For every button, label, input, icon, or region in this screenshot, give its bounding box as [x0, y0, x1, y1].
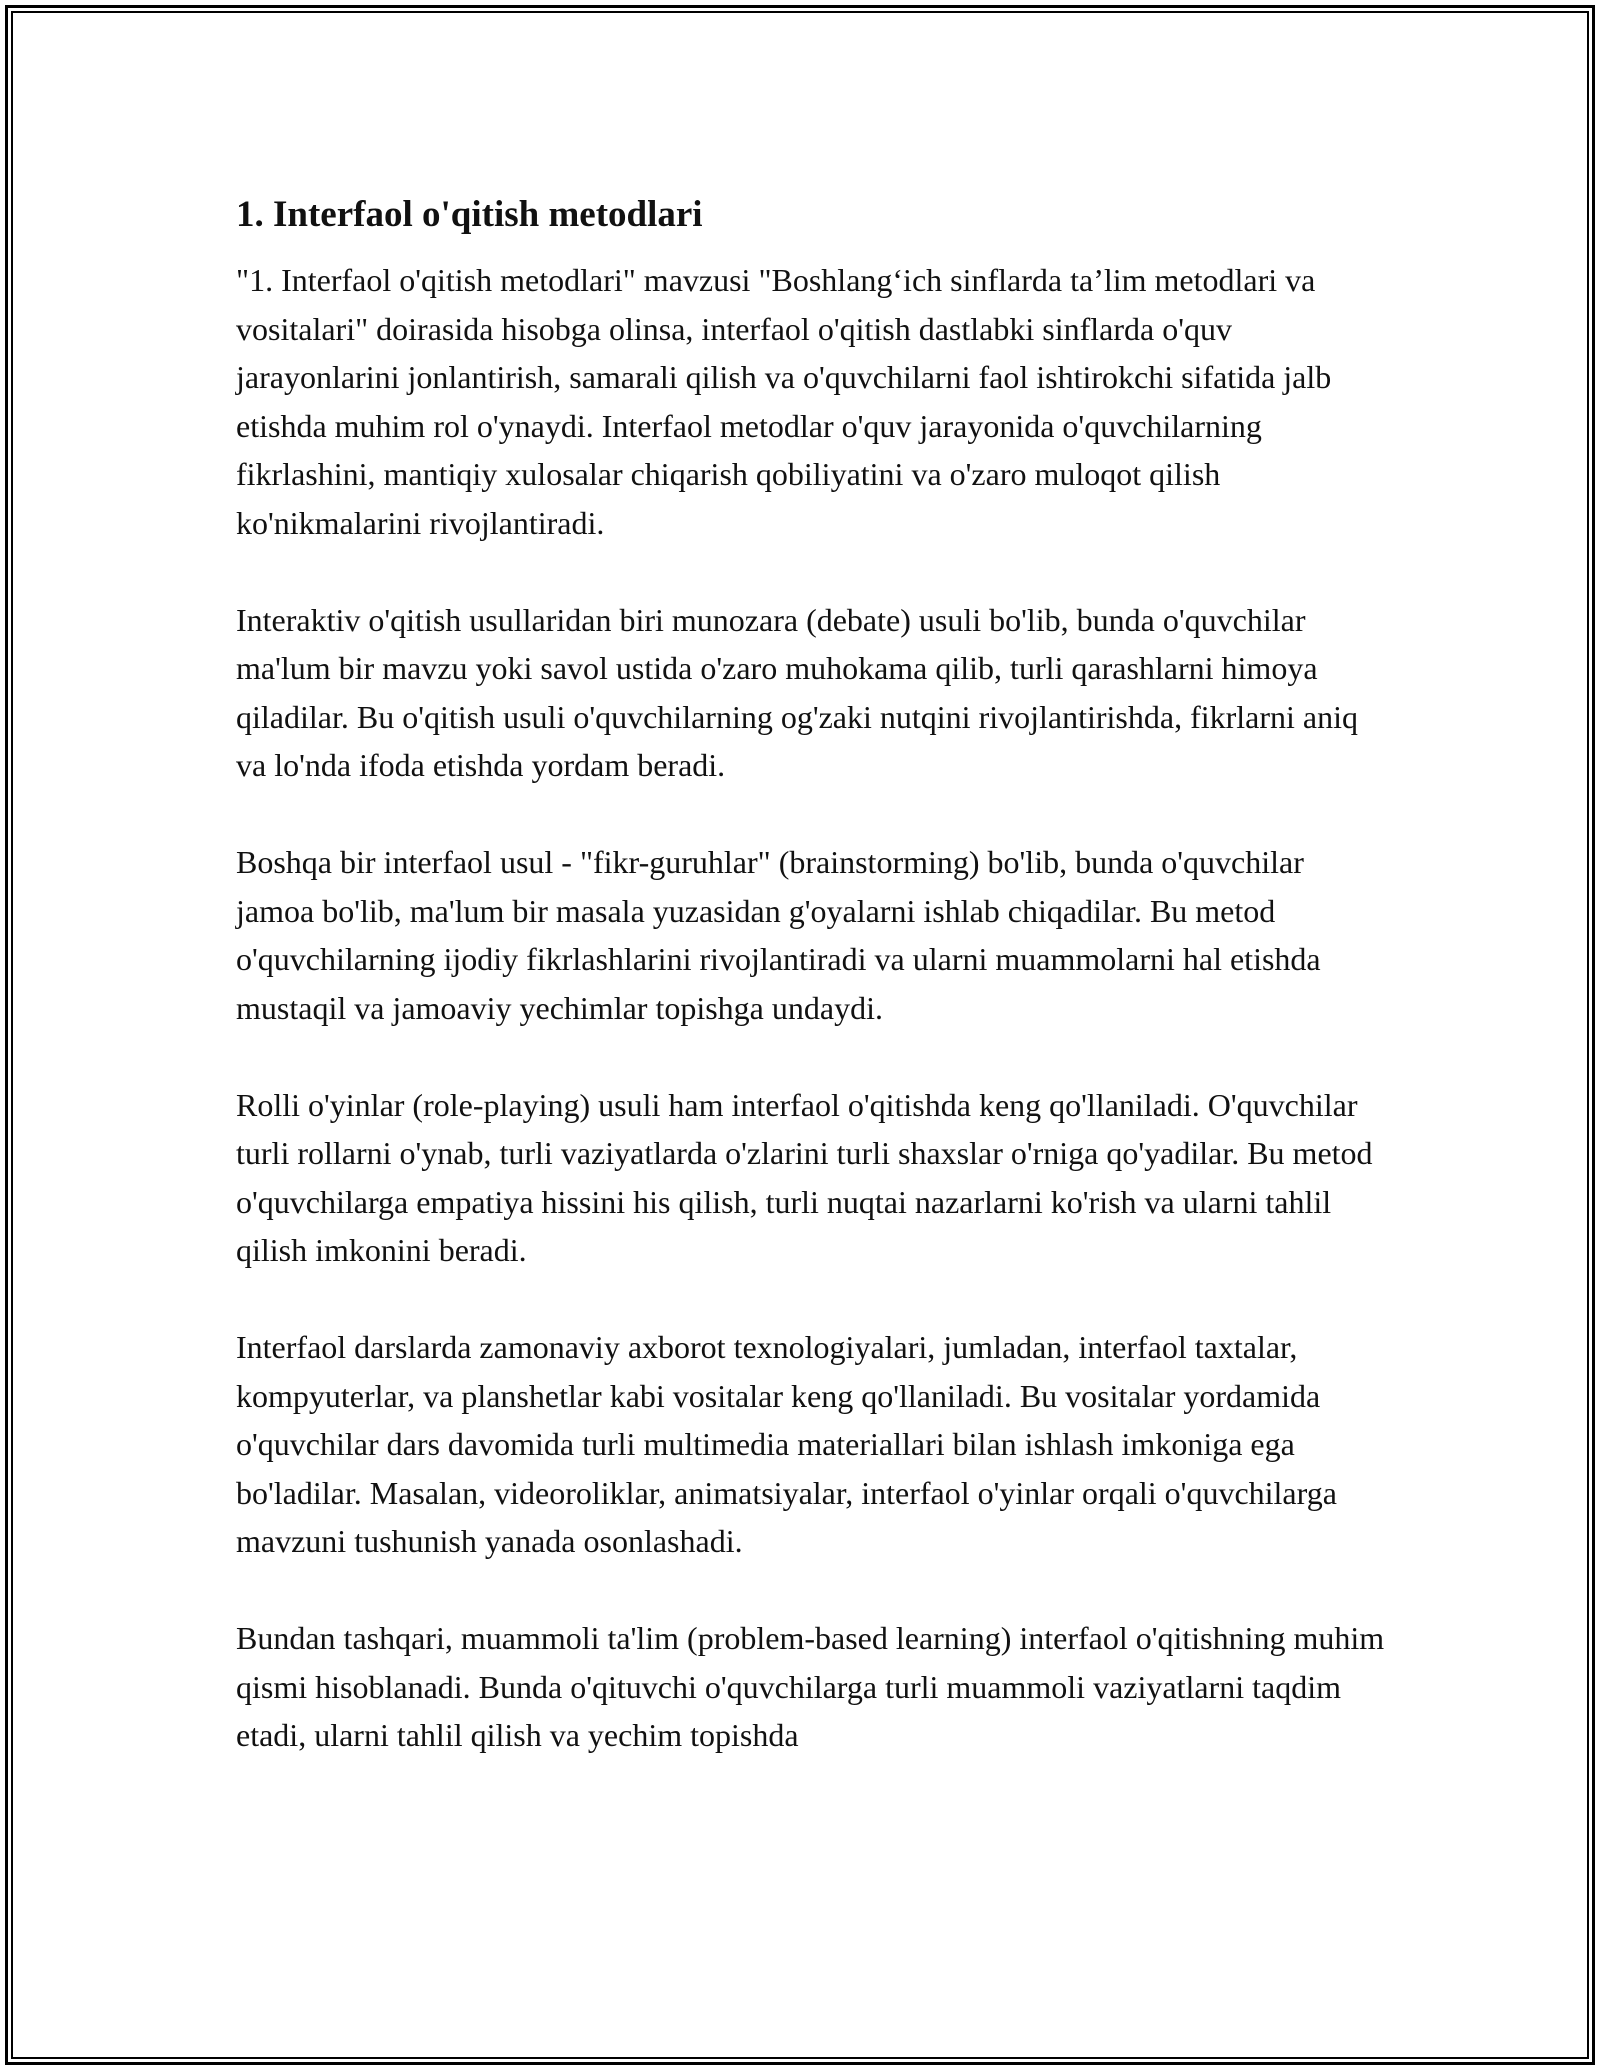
paragraph-4: Rolli o'yinlar (role-playing) usuli ham interfaol o'qitishda keng qo'llaniladi. O'quvchilar turli rollarni o'ynab, turli vaziyatlarda o'zlarini turli shaxslar o'rniga qo'yadilar. Bu metod o'quvchilarga empatiya hissini his qilish, turli nuqtai nazarlarni ko'rish va ularni tahlil qilish imkonini beradi. [236, 1086, 1373, 1268]
paragraph-3: Boshqa bir interfaol usul - "fikr-guruhlar" (brainstorming) bo'lib, bunda o'quvchilar jamoa bo'lib, ma'lum bir masala yuzasidan g'oyalarni ishlab chiqadilar. Bu metod o'quvchilarning ijodiy fikrlashlarini rivojlantiradi va ularni muammolarni hal etishda mustaqil va jamoaviy yechimlar topishga undaydi. [236, 844, 1321, 1026]
paragraph-1: "1. Interfaol o'qitish metodlari" mavzusi "Boshlang‘ich sinflarda ta’lim metodlari va vositalari" doirasida hisobga olinsa, interfaol o'qitish dastlabki sinflarda o'quv jarayonlarini jonlantirish, samarali qilish va o'quvchilarni faol ishtirokchi sifatida jalb etishda muhim rol o'ynaydi. Interfaol metodlar o'quv jarayonida o'quvchilarning fikrlashini, mantiqiy xulosalar chiqarish qobiliyatini va o'zaro muloqot qilish ko'nikmalarini rivojlantiradi. [236, 262, 1332, 541]
document-body [236, 186, 1386, 1760]
paragraph-6: Bundan tashqari, muammoli ta'lim (problem-based learning) interfaol o'qitishning muhim qismi hisoblanadi. Bunda o'qituvchi o'quvchilarga turli muammoli vaziyatlarni taqdim etadi, ularni tahlil qilish va yechim topishda [236, 1620, 1385, 1753]
paragraph-2: Interaktiv o'qitish usullaridan biri munozara (debate) usuli bo'lib, bunda o'quvchilar ma'lum bir mavzu yoki savol ustida o'zaro muhokama qilib, turli qarashlarni himoya qiladilar. Bu o'qitish usuli o'quvchilarning og'zaki nutqini rivojlantirishda, fikrlarni aniq va lo'nda ifoda etishda yordam beradi. [236, 601, 1359, 783]
section-heading: 1. Interfaol o'qitish metodlari [236, 194, 703, 235]
paragraph-5: Interfaol darslarda zamonaviy axborot texnologiyalari, jumladan, interfaol taxtalar, kompyuterlar, va planshetlar kabi vositalar keng qo'llaniladi. Bu vositalar yordamida o'quvchilar dars davomida turli multimedia materiallari bilan ishlash imkoniga ega bo'ladilar. Masalan, videoroliklar, animatsiyalar, interfaol o'yinlar orqali o'quvchilarga mavzuni tushunish yanada osonlashadi. [236, 1329, 1337, 1559]
